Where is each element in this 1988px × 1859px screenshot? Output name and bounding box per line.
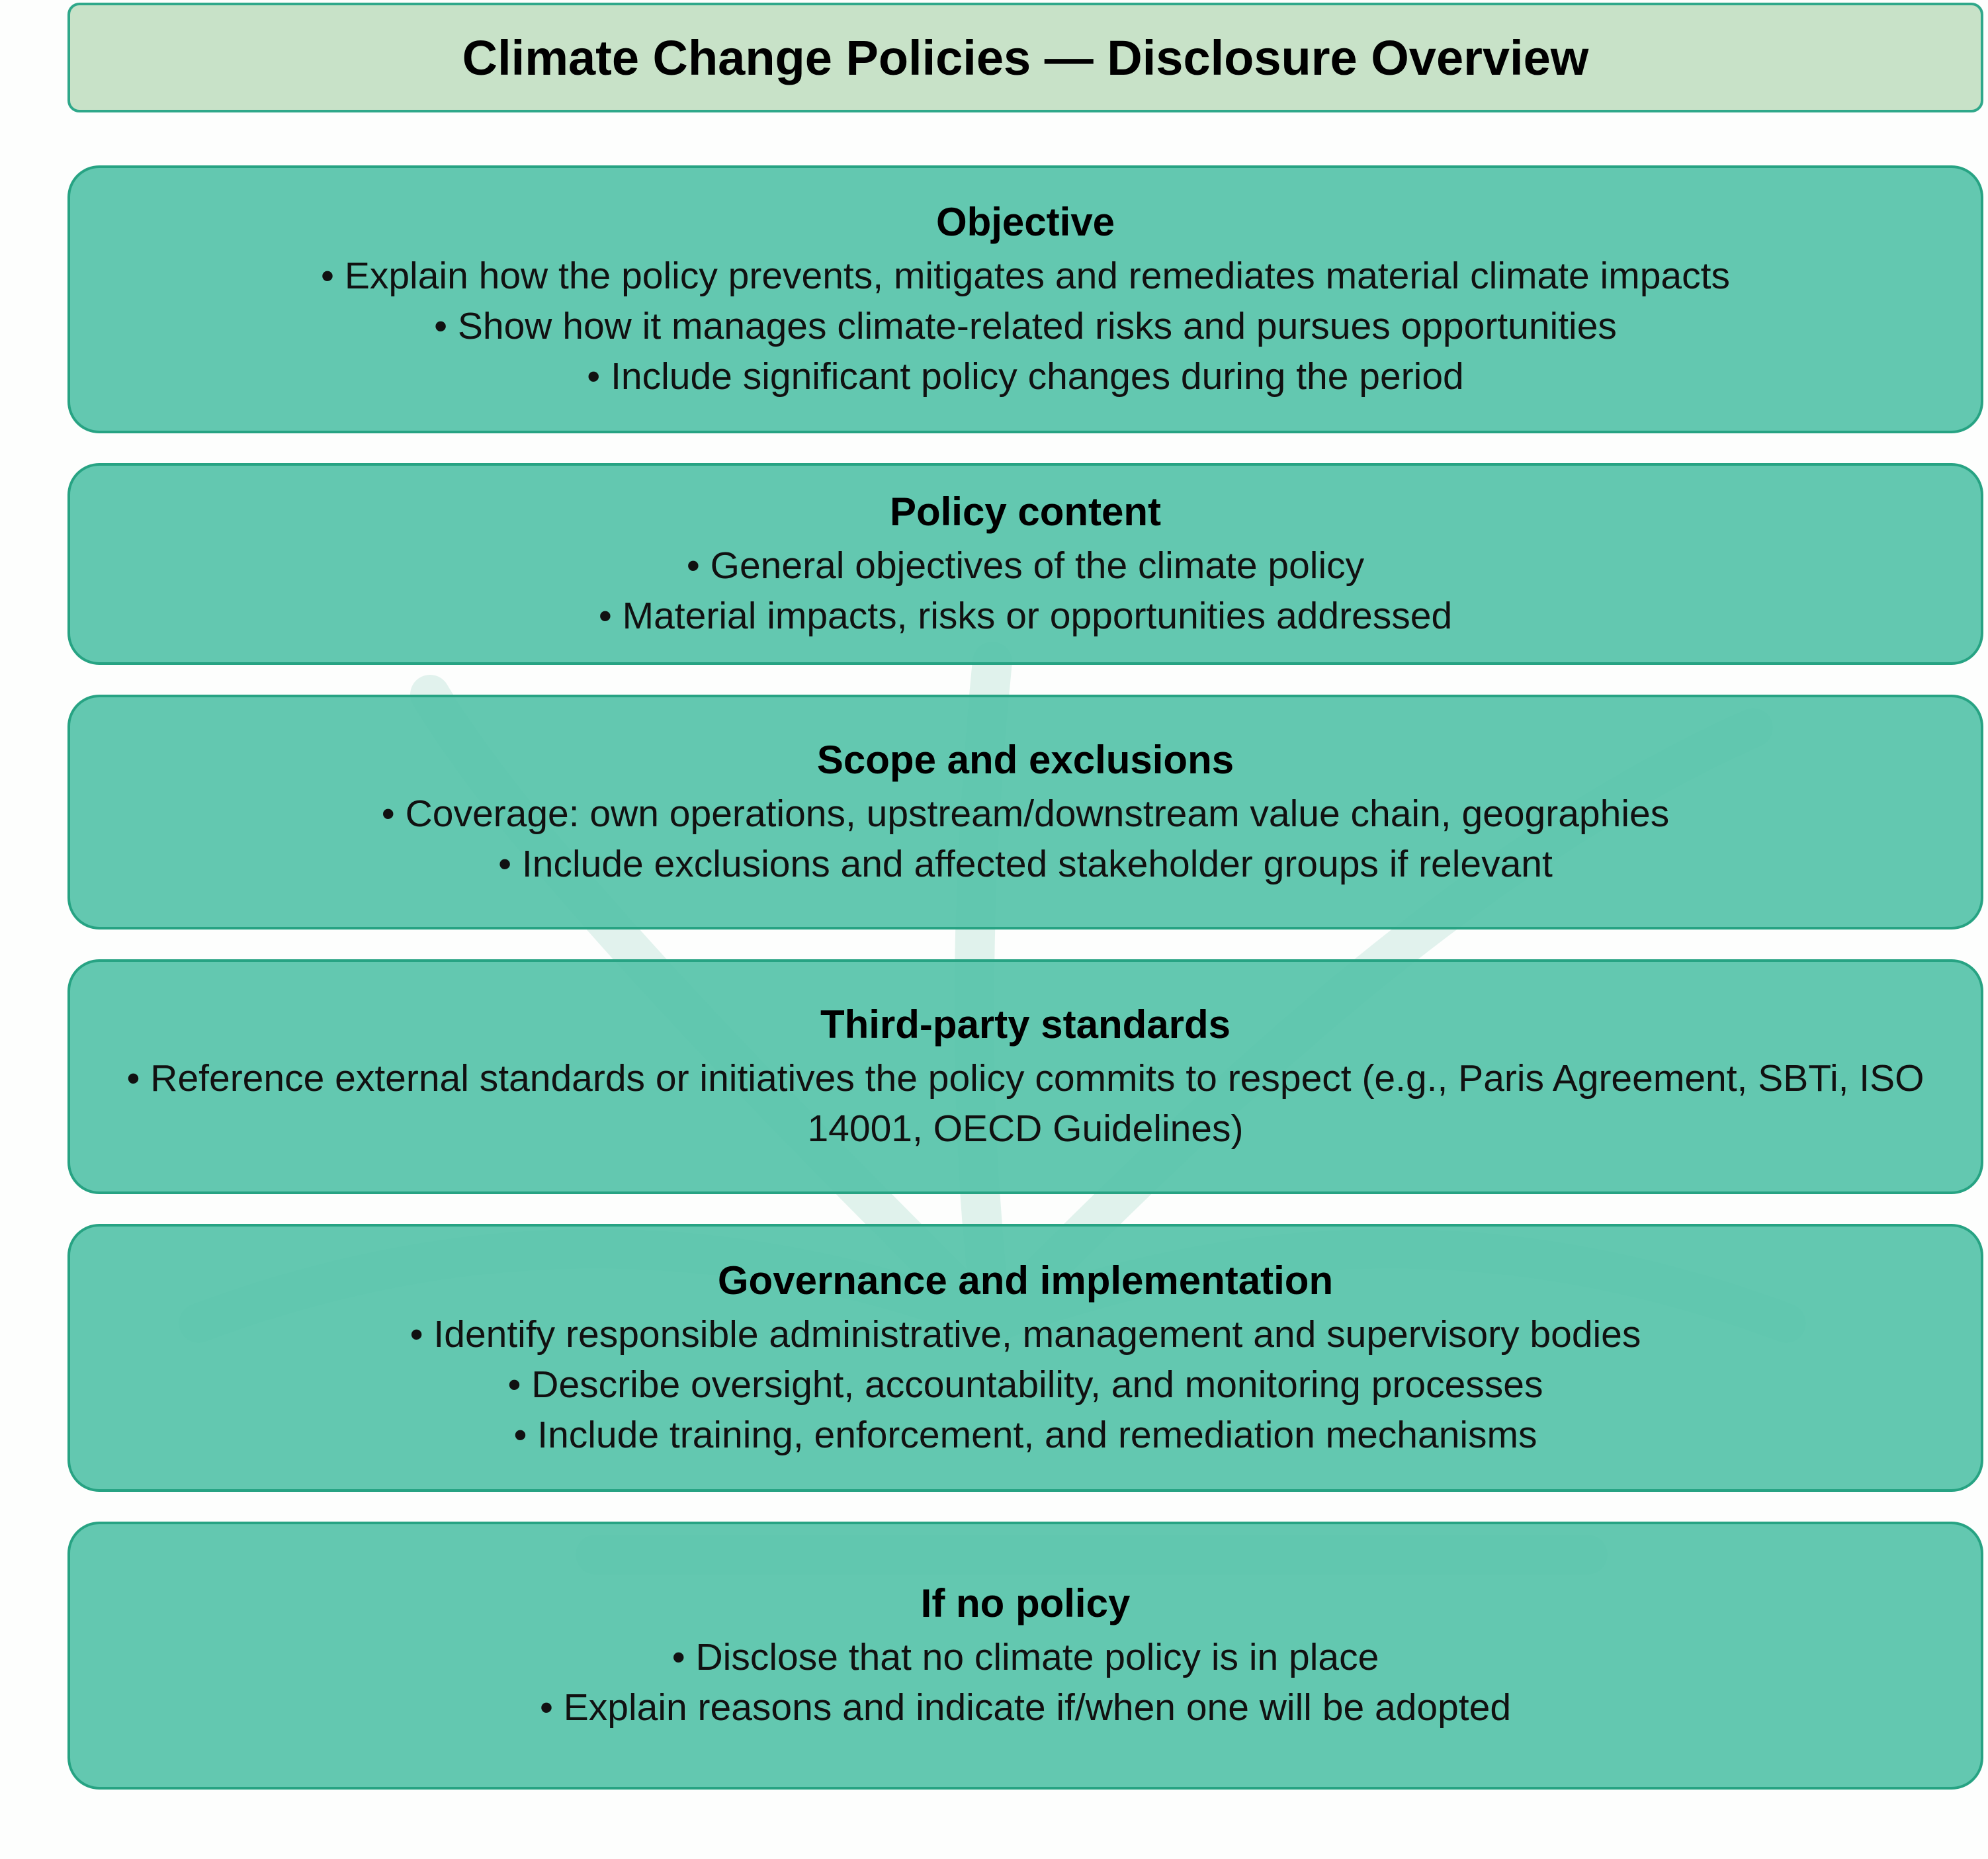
bullet-item: • Include significant policy changes during the period [321,351,1730,402]
bullet-item: • Describe oversight, accountability, and monitoring processes [410,1360,1641,1410]
bullet-item: • Include training, enforcement, and remediation mechanisms [410,1410,1641,1460]
bullet-item: • Explain reasons and indicate if/when one will be adopted [540,1682,1511,1733]
bullet-list [321,251,1730,402]
bullet-item: • Identify responsible administrative, management and supervisory bodies [410,1309,1641,1360]
section-heading: Policy content [889,489,1162,534]
bullet-item: • Explain how the policy prevents, mitigates and remediates material climate impacts [321,251,1730,301]
section-third-party-standards [67,959,1983,1194]
bullet-item: • Show how it manages climate-related risks and pursues opportunities [321,301,1730,351]
bullet-item: • Include exclusions and affected stakeholder groups if relevant [382,839,1669,889]
section-scope-and-exclusions [67,695,1983,930]
section-governance-and-implementation [67,1224,1983,1492]
section-heading: Third-party standards [820,1002,1231,1047]
bullet-item: • Disclose that no climate policy is in place [540,1632,1511,1682]
section-heading: Objective [935,199,1115,244]
bullet-item: • Material impacts, risks or opportunities addressed [599,591,1452,641]
diagram-title-box [67,3,1983,112]
section-objective [67,165,1983,433]
section-heading: If no policy [920,1580,1131,1625]
bullet-list [97,1053,1954,1154]
bullet-list [382,789,1669,889]
section-heading: Governance and implementation [717,1258,1334,1303]
bullet-list [599,540,1452,641]
section-heading: Scope and exclusions [816,737,1234,782]
bullet-list [410,1309,1641,1460]
bullet-list [540,1632,1511,1733]
diagram-title: Climate Change Policies — Disclosure Overview [462,30,1589,85]
bullet-item: • General objectives of the climate policy [599,540,1452,591]
section-policy-content [67,463,1983,665]
bullet-item: • Reference external standards or initiatives the policy commits to respect (e.g., Paris Agreement, SBTi, ISO 14001, OECD Guidelines) [97,1053,1954,1154]
section-if-no-policy [67,1522,1983,1790]
bullet-item: • Coverage: own operations, upstream/downstream value chain, geographies [382,789,1669,839]
